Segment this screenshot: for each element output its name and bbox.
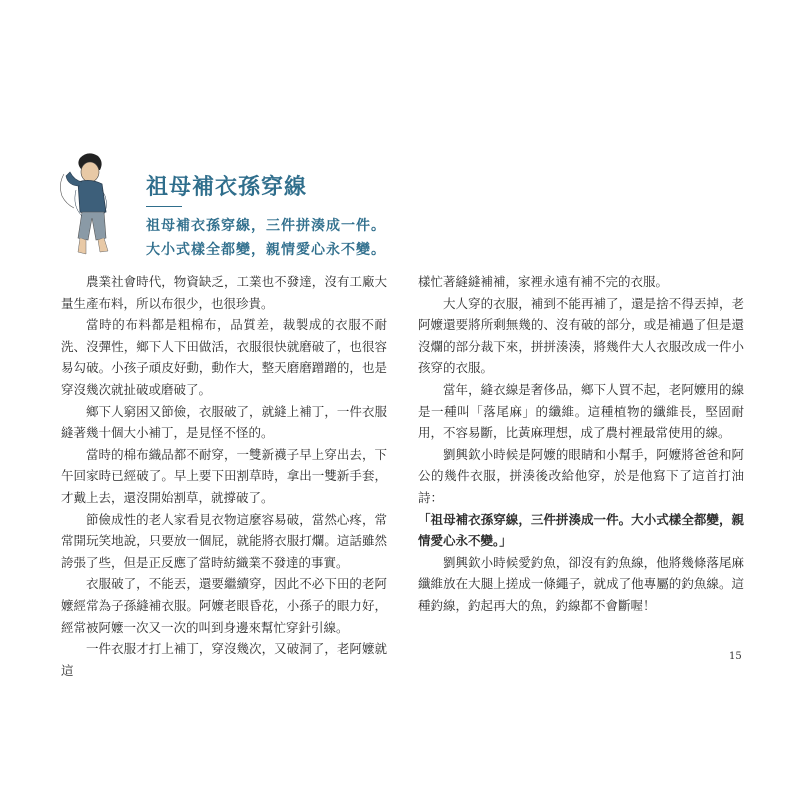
poem-block [146, 214, 386, 262]
page-number: 15 [729, 651, 742, 662]
left-column [61, 271, 387, 681]
paragraph: 當時的棉布織品都不耐穿，一雙新襪子早上穿出去，下午回家時已經破了。早上要下田割草時，拿出一雙新手套，才戴上去，還沒開始割草，就撐破了。 [61, 446, 387, 505]
poem-line: 祖母補衣孫穿線，三件拼湊成一件。 [146, 218, 386, 234]
paragraph: 農業社會時代，物資缺乏，工業也不發達，沒有工廠大量生產布料，所以布很少，也很珍貴。 [61, 274, 387, 311]
paragraph: 鄉下人窮困又節儉，衣服破了，就縫上補丁，一件衣服縫著幾十個大小補丁，是見怪不怪的。 [61, 403, 387, 441]
right-column [418, 271, 744, 617]
paragraph: 當時的布料都是粗棉布，品質差，裁製成的衣服不耐洗、沒彈性，鄉下人下田做活，衣服很快就磨破了，也很容易勾破。小孩子頑皮好動，動作大，整天磨磨蹭蹭的，也是穿沒幾次就扯破或磨破了。 [61, 317, 387, 397]
boy-illustration [52, 150, 124, 258]
paragraph: 劉興欽小時候是阿嬤的眼睛和小幫手，阿嬤將爸爸和阿公的幾件衣服，拼湊後改給他穿，於是他寫下了這首打油詩： [418, 446, 744, 505]
poem-line: 大小式樣全都變，親情愛心永不變。 [146, 242, 386, 258]
paragraph: 大人穿的衣服，補到不能再補了，還是捨不得丟掉，老阿嬤還要將所剩無幾的、沒有破的部分，或是補過了但是還沒爛的部分裁下來，拼拼湊湊，將幾件大人衣服改成一件小孩穿的衣服。 [418, 295, 744, 376]
paragraph: 當年，縫衣線是奢侈品，鄉下人買不起，老阿嬤用的線是一種叫「落尾麻」的纖維。這種植物的纖維長，堅固耐用，不容易斷，比黃麻理想，成了農村裡最常使用的線。 [418, 381, 744, 441]
paragraph: 一件衣服才打上補丁，穿沒幾次，又破洞了，老阿嬤就這 [61, 641, 387, 678]
verse-quote: 「祖母補衣孫穿線，三件拼湊成一件。大小式樣全都變，親情愛心永不變。」 [418, 511, 744, 549]
paragraph: 樣忙著縫縫補補，家裡永遠有補不完的衣服。 [418, 274, 669, 289]
paragraph: 劉興欽小時候愛釣魚，卻沒有釣魚線，他將幾條落尾麻纖維放在大腿上搓成一條繩子，就成了他專屬的釣魚線。這種釣線，釣起再大的魚，釣線都不會斷喔！ [418, 554, 744, 613]
title-underline [146, 206, 182, 207]
paragraph: 節儉成性的老人家看見衣物這麼容易破，當然心疼，常常開玩笑地說，只要放一個屁，就能將衣服打爛。這話雖然誇張了些，但是正反應了當時紡織業不發達的事實。 [61, 511, 387, 570]
paragraph: 衣服破了，不能丟，還要繼續穿，因此不必下田的老阿嬤經常為子孫縫補衣服。阿嬤老眼昏花，小孫子的眼力好，經常被阿嬤一次又一次的叫到身邊來幫忙穿針引線。 [61, 576, 387, 635]
page-title: 祖母補衣孫穿線 [146, 174, 308, 200]
